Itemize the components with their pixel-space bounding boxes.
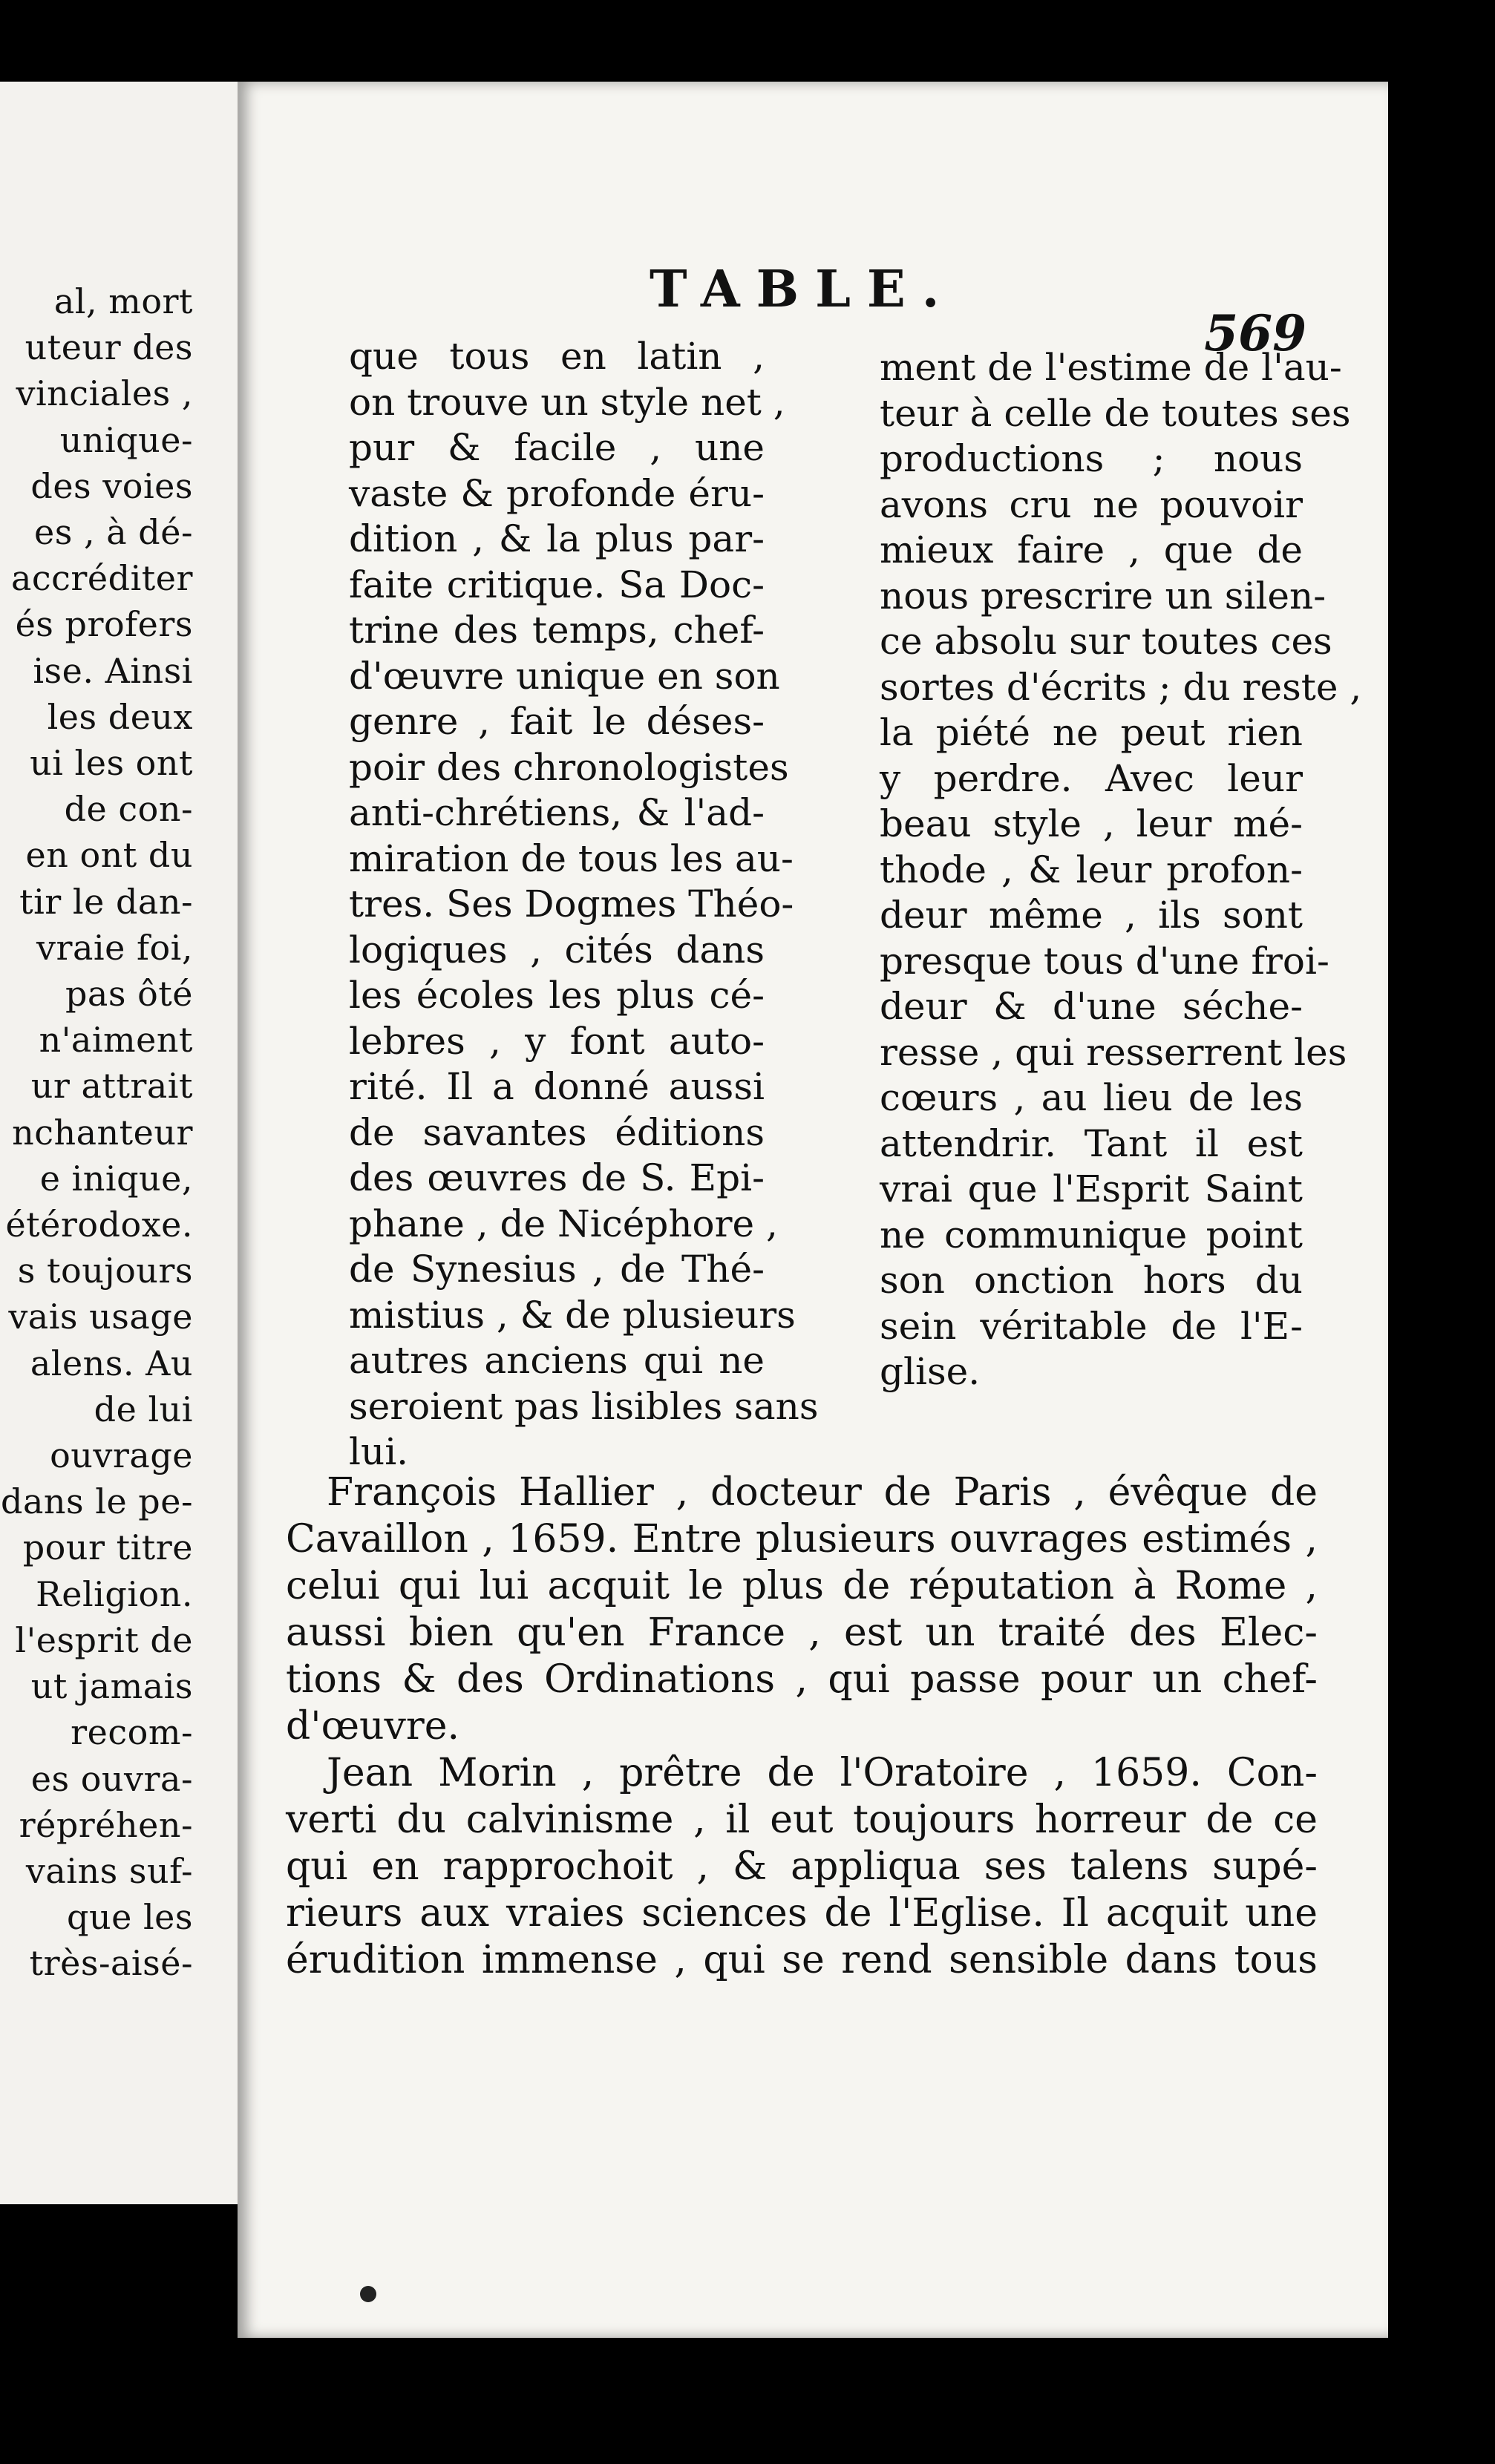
text-line: son onction hors du (880, 1259, 1303, 1302)
text-line: celui qui lui acquit le plus de réputation à Rome , (286, 1564, 1318, 1608)
text-line: érudition immense , qui se rend sensible dans tous (286, 1938, 1318, 1982)
text-line: vaste & profonde éru- (349, 471, 765, 515)
text-line: logiques , cités dans (349, 928, 765, 971)
text-line: de savantes éditions (349, 1110, 765, 1154)
text-line: deur & d'une séche- (880, 985, 1303, 1028)
text-line: miration de tous les au- (349, 836, 794, 880)
previous-page-line: s toujours (17, 1251, 193, 1291)
text-line: faite critique. Sa Doc- (349, 563, 765, 606)
previous-page-line: des voies (30, 465, 193, 506)
previous-page-line: es , à dé- (34, 512, 193, 553)
previous-page-line: répréhen- (19, 1804, 193, 1845)
text-line: avons cru ne pouvoir (880, 482, 1303, 526)
previous-page-line: vains suf- (25, 1850, 193, 1891)
text-line: mieux faire , que de (880, 528, 1303, 571)
text-line: glise. (880, 1350, 981, 1393)
text-line: on trouve un style net , (349, 380, 785, 424)
text-line: lebres , y font auto- (349, 1019, 765, 1063)
text-line: phane , de Nicéphore , (349, 1202, 778, 1245)
previous-page-line: alens. Au (30, 1343, 193, 1383)
previous-page-line: es ouvra- (30, 1758, 193, 1799)
text-line: genre , fait le déses- (349, 700, 765, 743)
text-line: poir des chronologistes (349, 745, 789, 789)
text-line: y perdre. Avec leur (880, 756, 1303, 800)
text-line: sortes d'écrits ; du reste , (880, 665, 1362, 709)
previous-page-line: vais usage (8, 1297, 193, 1337)
text-line: teur à celle de toutes ses (880, 391, 1351, 435)
text-line: vrai que l'Esprit Saint (880, 1167, 1303, 1210)
text-line: qui en rapprochoit , & appliqua ses talens supé- (286, 1844, 1318, 1889)
previous-page-line: nchanteur (12, 1112, 193, 1153)
previous-page-line: vraie foi, (36, 927, 193, 968)
text-line: pur & facile , une (349, 426, 765, 469)
text-line: d'œuvre unique en son (349, 654, 780, 698)
text-line: beau style , leur mé- (880, 802, 1303, 845)
text-line: productions ; nous (880, 437, 1303, 480)
text-line: tres. Ses Dogmes Théo- (349, 882, 794, 925)
text-line: des œuvres de S. Epi- (349, 1156, 765, 1199)
text-line: mistius , & de plusieurs (349, 1293, 796, 1337)
text-column-left (349, 334, 819, 1475)
text-line: rité. Il a donné aussi (349, 1065, 765, 1108)
page-number: 569 (1204, 304, 1306, 362)
current-page (238, 82, 1388, 2338)
text-line: tions & des Ordinations , qui passe pour un chef- (286, 1657, 1318, 1702)
ink-dot (360, 2286, 376, 2302)
text-line: resse , qui resserrent les (880, 1030, 1347, 1074)
previous-page-line: ur attrait (30, 1066, 193, 1107)
text-line: les écoles les plus cé- (349, 974, 765, 1017)
text-line: Cavaillon , 1659. Entre plusieurs ouvrages estimés , (286, 1517, 1318, 1562)
previous-page-line: pour titre (22, 1527, 193, 1568)
previous-page-line: accréditer (10, 558, 193, 599)
previous-page-line: e inique, (39, 1158, 193, 1199)
text-line: lui. (349, 1430, 409, 1473)
previous-page-line: recom- (71, 1712, 193, 1753)
text-line: presque tous d'une froi- (880, 939, 1329, 983)
previous-page-line: dans le pe- (1, 1481, 193, 1522)
text-line: attendrir. Tant il est (880, 1121, 1303, 1165)
previous-page-line: les deux (47, 696, 193, 737)
text-line: thode , & leur profon- (880, 848, 1303, 891)
text-line: verti du calvinisme , il eut toujours horreur de ce (286, 1798, 1318, 1842)
previous-page-line: és profers (15, 604, 193, 645)
previous-page-line: de con- (64, 789, 193, 830)
previous-page-line: étérodoxe. (5, 1205, 193, 1245)
text-line: d'œuvre. (286, 1704, 460, 1749)
previous-page-line: tir le dan- (19, 881, 193, 922)
text-line: ne communique point (880, 1213, 1303, 1256)
text-line: ce absolu sur toutes ces (880, 620, 1332, 663)
text-line: trine des temps, chef- (349, 609, 765, 652)
text-line: Jean Morin , prêtre de l'Oratoire , 1659. Con- (327, 1751, 1318, 1795)
text-line: sein véritable de l'E- (880, 1304, 1303, 1348)
text-line: que tous en latin , (349, 335, 765, 378)
text-line: de Synesius , de Thé- (349, 1248, 765, 1291)
previous-page-line: Religion. (36, 1573, 193, 1614)
previous-page-line: pas ôté (65, 974, 193, 1015)
previous-page-line: ouvrage (50, 1435, 193, 1476)
text-line: dition , & la plus par- (349, 517, 765, 560)
text-line: ment de l'estime de l'au- (880, 346, 1342, 389)
previous-page-line: que les (67, 1897, 193, 1938)
previous-page-line: ise. Ainsi (33, 650, 193, 691)
previous-page-line: vinciales , (16, 373, 193, 414)
previous-page-line: ut jamais (30, 1666, 193, 1707)
previous-page-line: l'esprit de (15, 1619, 193, 1660)
previous-page-line: ui les ont (30, 743, 193, 784)
page-title: TABLE. (650, 260, 956, 319)
text-column-right (880, 345, 1362, 1395)
previous-page-line: uteur des (24, 327, 193, 368)
previous-page-line: de lui (94, 1389, 193, 1429)
full-width-text (286, 1469, 1318, 1984)
text-line: seroient pas lisibles sans (349, 1384, 819, 1428)
previous-page-line: très-aisé- (29, 1943, 193, 1984)
text-line: François Hallier , docteur de Paris , évêque de (327, 1470, 1318, 1515)
text-line: autres anciens qui ne (349, 1339, 765, 1382)
previous-page-text (0, 278, 193, 1987)
text-line: aussi bien qu'en France , est un traité des Elec- (286, 1611, 1318, 1655)
text-line: rieurs aux vraies sciences de l'Eglise. Il acquit une (286, 1891, 1318, 1936)
text-line: cœurs , au lieu de les (880, 1076, 1303, 1119)
previous-page-line: en ont du (25, 835, 193, 876)
text-line: la piété ne peut rien (880, 711, 1303, 754)
text-line: nous prescrire un silen- (880, 574, 1326, 617)
previous-page-line: n'aiment (39, 1020, 193, 1061)
previous-page (0, 82, 242, 2204)
previous-page-line: unique- (59, 419, 193, 460)
text-line: anti-chrétiens, & l'ad- (349, 791, 765, 834)
text-line: deur même , ils sont (880, 894, 1303, 937)
previous-page-line: al, mort (53, 281, 193, 321)
